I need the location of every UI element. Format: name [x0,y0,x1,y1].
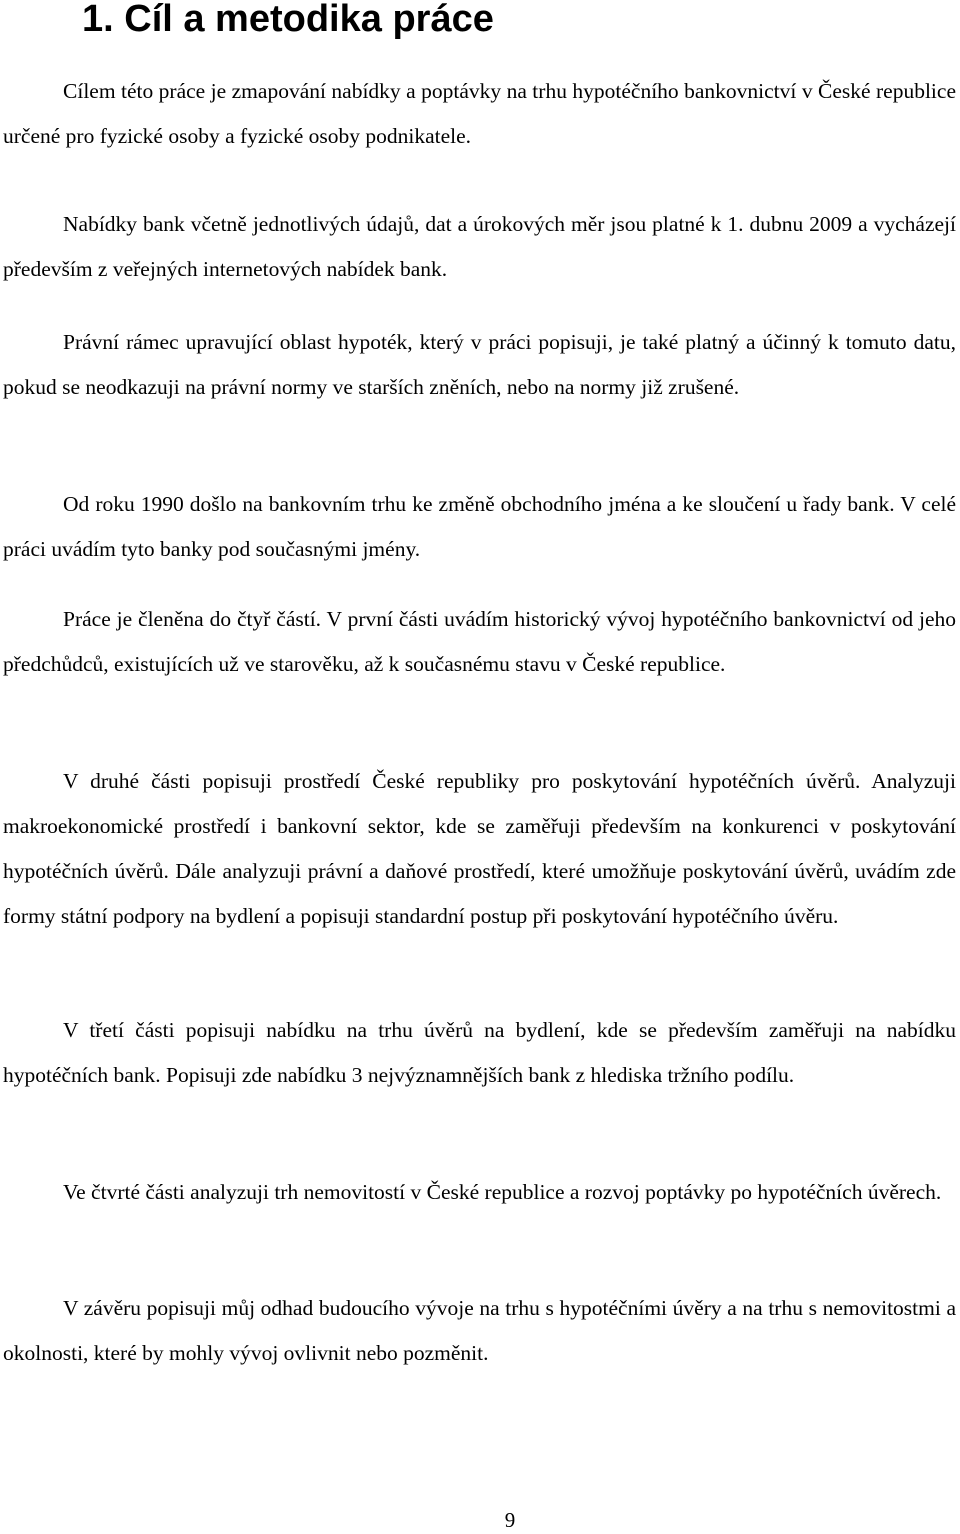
paragraph-part-two: V druhé části popisuji prostředí České republiky pro poskytování hypotéčních úvěrů. Analyzuji makroekonomické prostředí i bankovní sektor, kde se zaměřuji především na konkurenci v poskytování hypotéčních úvěrů. Dále analyzuji právní a daňové prostředí, které umožňuje poskytování úvěrů, uvádím zde formy státní podpory na bydlení a popisuji standardní postup při poskytování hypotéčního úvěru. [3,769,956,928]
paragraph-structure: Práce je členěna do čtyř částí. V první části uvádím historický vývoj hypotéčního bankovnictví od jeho předchůdců, existujících už ve starověku, až k současnému stavu v České republice. [3,607,956,676]
paragraph-aim: Cílem této práce je zmapování nabídky a poptávky na trhu hypotéčního bankovnictví v České republice určené pro fyzické osoby a fyzické osoby podnikatele. [3,79,956,148]
page-number: 9 [504,1508,516,1532]
paragraph-legal-framework: Právní rámec upravující oblast hypoték, který v práci popisuji, je také platný a účinný k tomuto datu, pokud se neodkazuji na právní normy ve starších zněních, nebo na normy již zrušené. [3,330,956,399]
paragraph-conclusion: V závěru popisuji můj odhad budoucího vývoje na trhu s hypotéčními úvěry a na trhu s nemovitostmi a okolnosti, které by mohly vývoj ovlivnit nebo pozměnit. [3,1296,956,1365]
chapter-heading: 1. Cíl a metodika práce [82,0,494,40]
paragraph-bank-names: Od roku 1990 došlo na bankovním trhu ke změně obchodního jména a ke sloučení u řady bank. V celé práci uvádím tyto banky pod současnými jmény. [3,492,956,561]
paragraph-part-three: V třetí části popisuji nabídku na trhu úvěrů na bydlení, kde se především zaměřuji na nabídku hypotéčních bank. Popisuji zde nabídku 3 nejvýznamnějších bank z hlediska tržního podílu. [3,1018,956,1087]
paragraph-bank-offers: Nabídky bank včetně jednotlivých údajů, dat a úrokových měr jsou platné k 1. dubnu 2009 a vycházejí především z veřejných internetových nabídek bank. [3,212,956,281]
paragraph-part-four: Ve čtvrté části analyzuji trh nemovitostí v České republice a rozvoj poptávky po hypotéčních úvěrech. [63,1180,942,1204]
